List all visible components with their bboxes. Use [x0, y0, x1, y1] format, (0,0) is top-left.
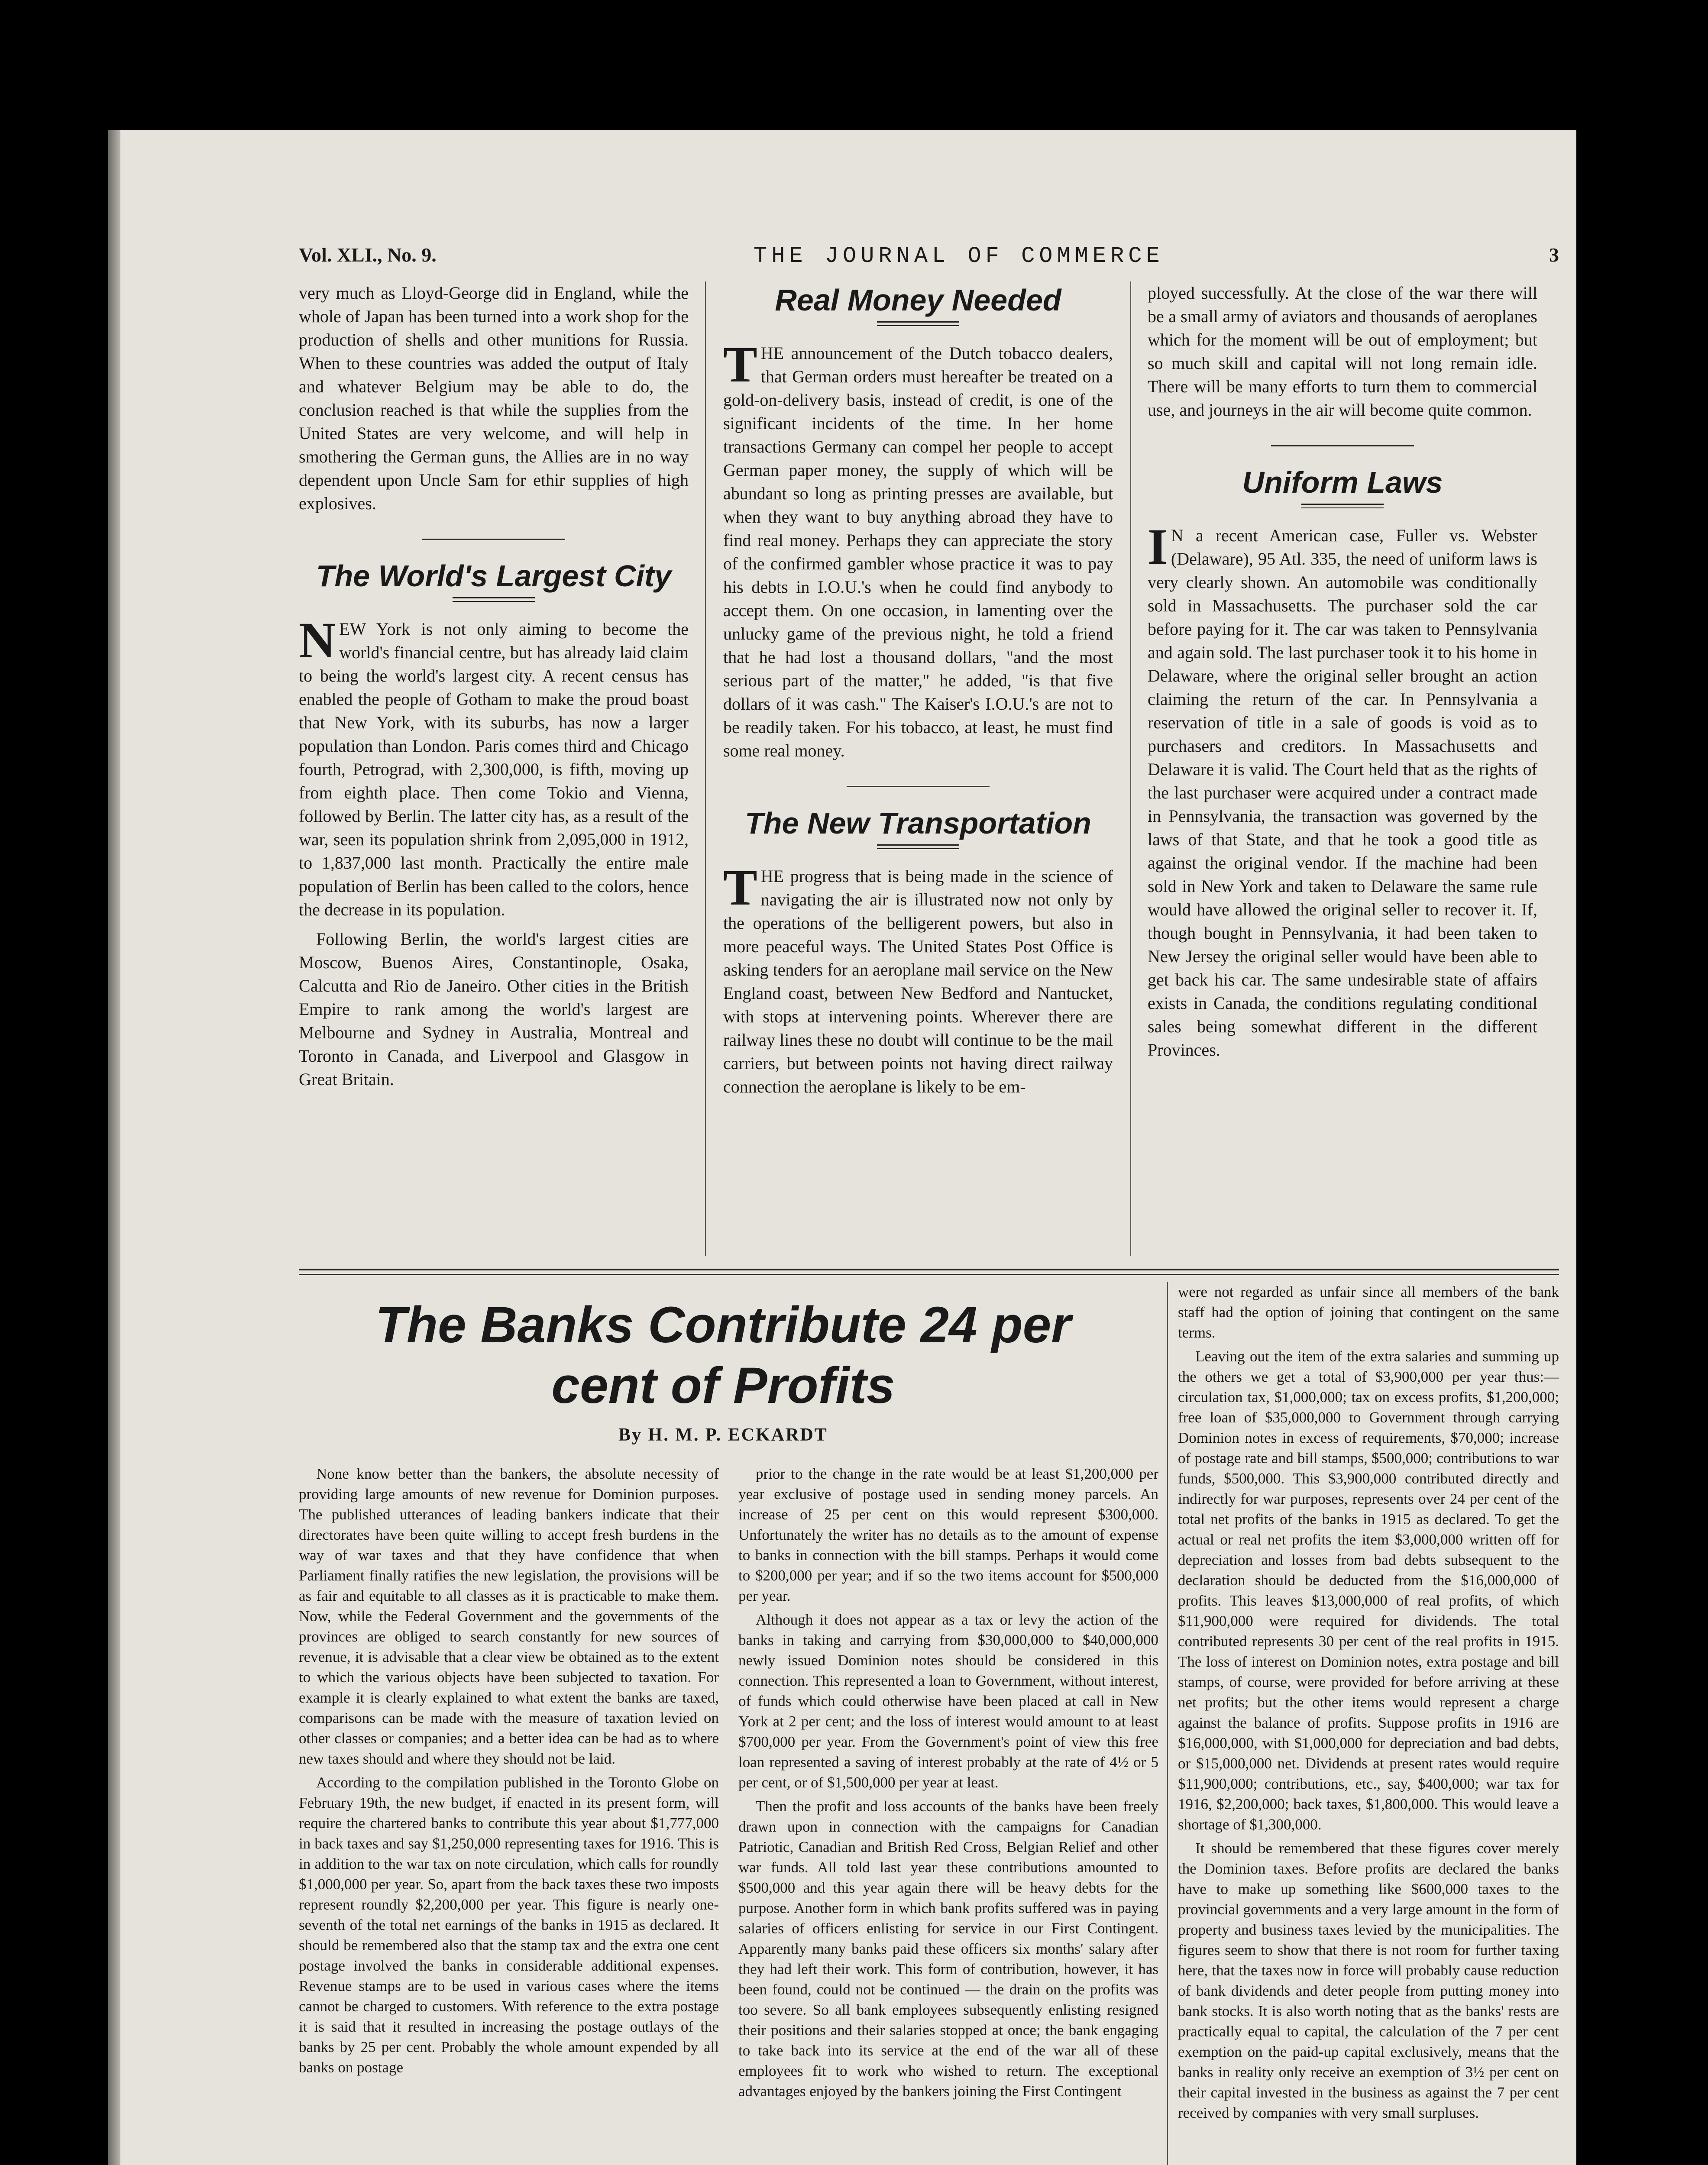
column-rule: [705, 281, 706, 1256]
continued-text: ployed successfully. At the close of the war there will be a small army of aviators and thousands of aeroplanes which for the moment will be out of employment; but so much skill and capital will not long remain idle. There will be many efforts to turn them to commercial use, and journeys in the air will become quite common.: [1148, 283, 1537, 420]
section-divider: [422, 539, 565, 540]
feature-paragraph: were not regarded as unfair since all members of the bank staff had the option of joining that contingent on the same terms.: [1178, 1283, 1559, 1341]
upper-column-1: [299, 281, 689, 1097]
newspaper-page: [108, 130, 1576, 2165]
headline-rule: [877, 321, 959, 326]
journal-title: THE JOURNAL OF COMMERCE: [754, 243, 1164, 269]
upper-column-3: [1148, 281, 1537, 1068]
feature-headline: The Banks Contribute 24 per cent of Profits: [375, 1296, 1071, 1414]
headline-worlds-largest-city: The World's Largest City: [316, 559, 672, 593]
masthead: [299, 243, 1559, 274]
continued-text: very much as Lloyd-George did in England, while the whole of Japan has been turned into a work shop for the production of shells and other munitions for Russia. When to these countries was added the output of Italy and whatever Belgium may be able to do, the conclusion reached is that while the supplies from the United States are very welcome, and will help in smothering the German guns, the Allies are in no way dependent upon Uncle Sam for ethir supplies of high explosives.: [299, 283, 689, 513]
drop-cap: I: [1148, 518, 1168, 575]
headline-rule: [1301, 504, 1384, 508]
page-number: 3: [1549, 244, 1559, 266]
feature-top-rule: [299, 1269, 1559, 1275]
volume-number: Vol. XLI., No. 9.: [299, 244, 437, 266]
feature-paragraph: prior to the change in the rate would be at least $1,200,000 per year exclusive of postage used in sending money parcels. An increase of 25 per cent on this would represent $300,000. Unfortunately the writer has no details as to the amount of expense to banks in connection with the bill stamps. Perhaps it would come to $200,000 per year; and if so the two items account for $500,000 per year.: [738, 1465, 1158, 1604]
article-paragraph: Following Berlin, the world's largest cities are Moscow, Buenos Aires, Constantinople, Osaka, Calcutta and Rio de Janeiro. Other cities in the British Empire to rank among the world's largest are Melbourne and Sydney in Australia, Montreal and Toronto in Canada, and Liverpool and Glasgow in Great Britain.: [299, 929, 689, 1089]
feature-column-2: [738, 1464, 1158, 2105]
feature-paragraph: According to the compilation published in the Toronto Globe on February 19th, the new budget, if enacted in its present form, will require the chartered banks to contribute this year about $1,777,000 in back taxes and say $1,250,000 representing taxes for 1916. This is in addition to the war tax on note circulation, which calls for roundly $1,000,000 per year. So, apart from the back taxes these two imposts represent roundly $2,200,000 per year. This figure is nearly one-seventh of the total net earnings of the banks in 1915 as declared. It should be remembered also that the stamp tax and the extra one cent postage involved the banks in considerable additional expenses. Revenue stamps are to be used in various cases where the items cannot be charged to customers. With reference to the extra postage it is said that it resulted in increasing the postage outlays of the banks by 25 per cent. Probably the whole amount expended by all banks on postage: [299, 1774, 719, 2076]
column-rule: [1167, 1282, 1168, 2165]
upper-column-2: [723, 281, 1113, 1105]
drop-cap: T: [723, 859, 757, 916]
article-paragraph: THE progress that is being made in the science of navigating the air is illustrated now not only by the operations of the belligerent powers, but also in more peaceful ways. The United States Post Office is asking tenders for an aeroplane mail service on the New England coast, between New Bedford and Nantucket, with stops at intervening points. Wherever there are railway lines these no doubt will continue to be the mail carriers, but between points not having direct railway connection the aeroplane is likely to be em-: [723, 859, 1113, 1096]
section-divider: [1271, 445, 1414, 446]
headline-rule: [453, 597, 535, 602]
column-rule: [1130, 281, 1131, 1256]
feature-paragraph: Then the profit and loss accounts of the banks have been freely drawn upon in connection with the campaigns for Canadian Patriotic, Canadian and British Red Cross, Belgian Relief and other war funds. All told last year these contributions amounted to $500,000 and this year again there will be heavy debts for the purpose. Another form in which bank profits suffered was in paying salaries of officers enlisting for service in our First Contingent. Apparently many banks paid these officers six months' salary after they had left their work. This form of contribution, however, it has been found, could not be continued — the drain on the profits was too severe. So all bank employees subsequently enlisting resigned their positions and their salaries stopped at once; the bank engaging to take back into its service at the end of the war all of these employees fit to work who wished to return. The exceptional advantages enjoyed by the bankers joining the First Contingent: [738, 1798, 1158, 2100]
article-paragraph: THE announcement of the Dutch tobacco dealers, that German orders must hereafter be treated on a gold-on-delivery basis, instead of credit, is one of the significant incidents of the time. In her home transactions Germany can compel her people to accept German paper money, the supply of which will be abundant so long as printing presses are available, but when they want to buy anything abroad they have to find real money. Perhaps they can appreciate the story of the confirmed gambler whose practice it was to pay his debts in I.O.U.'s when he could find anybody to accept them. On one occasion, in lamenting over the unlucky game of the previous night, he told a friend that he had lost a thousand dollars, "and the most serious part of the matter," he added, "is that five dollars of it was cash." The Kaiser's I.O.U.'s are not to be readily taken. For his tobacco, at least, he must find some real money.: [723, 336, 1113, 760]
headline-uniform-laws: Uniform Laws: [1242, 465, 1443, 499]
byline: By H. M. P. ECKARDT: [618, 1425, 828, 1445]
headline-rule: [877, 844, 959, 849]
feature-column-3: [1178, 1282, 1559, 2126]
headline-real-money-needed: Real Money Needed: [775, 283, 1061, 317]
section-divider: [847, 786, 990, 787]
feature-column-1: [299, 1464, 719, 2081]
feature-paragraph: Although it does not appear as a tax or levy the action of the banks in taking and carrying from $30,000,000 to $40,000,000 newly issued Dominion notes should be considered in this connection. This represented a loan to Government, without interest, of funds which could otherwise have been placed at call in New York at 2 per cent; and the loss of interest would amount to at least $700,000 per year. From the Government's point of view this free loan represented a saving of interest probably at the rate of 4½ or 5 per cent, or of $1,500,000 per year at least.: [738, 1611, 1158, 1791]
page-edge-shadow: [108, 130, 120, 2165]
feature-paragraph: None know better than the bankers, the absolute necessity of providing large amounts of new revenue for Dominion purposes. The published utterances of leading bankers indicate that their directorates have been quite willing to accept fresh burdens in the way of war taxes and that they have confidence that when Parliament finally ratifies the new legislation, the provisions will be as fair and equitable to all classes as it is practicable to make them. Now, while the Federal Government and the governments of the provinces are obliged to search constantly for new sources of revenue, it is advisable that a clear view be obtained as to the extent to which the various objects have been subjected to taxation. For example it is clearly explained to what extent the banks are taxed, comparisons can be made with the measure of taxation levied on other classes or companies; and a better idea can be had as to where new taxes should and where they should not be laid.: [299, 1465, 719, 1767]
feature-paragraph: Leaving out the item of the extra salaries and summing up the others we get a total of $3,900,000 per year thus:—circulation tax, $1,000,000; tax on excess profits, $1,200,000; free loan of $35,000,000 to Government through carrying Dominion notes in excess of requirements, $70,000; increase of postage rate and bill stamps, $500,000; contributions to war funds, $500,000. This $3,900,000 contributed directly and indirectly for war purposes, represents over 24 per cent of the total net profits of the banks in 1915 as declared. To get the actual or real net profits the item $3,000,000 written off for depreciation and losses from bad debts subsequent to the declaration should be deducted from the $16,000,000 of profits. This leaves $13,000,000 of real profits, of which $11,900,000 were required for dividends. The total contributed represents 30 per cent of the real profits in 1915. The loss of interest on Dominion notes, extra postage and bill stamps, of course, were provided for before arriving at these net profits; but the other items would represent a charge against the balance of profits. Suppose profits in 1916 are $16,000,000, with $1,000,000 for depreciation and bad debts, or $15,000,000 net. Dividends at present rates would require $11,900,000; contributions, etc., say, $400,000; war tax for 1916, $2,200,000; back taxes, $1,800,000. This would leave a shortage of $1,300,000.: [1178, 1348, 1559, 1833]
article-paragraph: I N a recent American case, Fuller vs. Webster (Delaware), 95 Atl. 335, the need of uniform laws is very clearly shown. An automobile was conditionally sold in Massachusetts. The purchaser sold the car before paying for it. The car was taken to Pennsylvania and again sold. The last purchaser took it to his home in Delaware, where the original seller brought an action claiming the return of the car. In Pennsylvania a reservation of title in a sale of goods is void as to purchasers and creditors. In Massachusetts and Delaware it is valid. The Court held that as the rights of the last purchaser were acquired under a contract made in Pennsylvania, the transaction was governed by the laws of that State, and that he took a good title as against the original vendor. If the machine had been sold in New York and taken to Delaware the same rule would have allowed the original seller to recover it. If, though bought in Pennsylvania, it had been taken to New Jersey the original seller would have been able to get back his car. The same undesirable state of affairs exists in Canada, the conditions regulating conditional sales being somewhat different in the different Provinces.: [1148, 518, 1537, 1060]
headline-new-transportation: The New Transportation: [745, 806, 1091, 840]
drop-cap: N: [299, 612, 336, 669]
article-paragraph: NEW York is not only aiming to become the world's financial centre, but has already laid claim to being the world's largest city. A recent census has enabled the people of Gotham to make the proud boast that New York, with its suburbs, has now a larger population than London. Paris comes third and Chicago fourth, Petrograd, with 2,300,000, is fifth, moving up from eighth place. Then come Tokio and Vienna, followed by Berlin. The latter city has, as a result of the war, seen its population shrink from 2,095,000 in 1912, to 1,837,000 last month. Practically the entire male population of Berlin has been called to the colors, hence the decrease in its population.: [299, 612, 689, 919]
feature-paragraph: It should be remembered that these figures cover merely the Dominion taxes. Before profits are declared the banks have to make up something like $600,000 taxes to the provincial governments and a very large amount in the form of property and business taxes levied by the municipalities. The figures seem to show that there is not room for further taxing here, that the taxes now in force will probably cause reduction of bank dividends and deter people from putting money into bank stocks. It is also worth noting that as the banks' rests are practically equal to capital, the calculation of the 7 per cent exemption on the paid-up capital exclusively, means that the banks in reality only receive an exemption of 3½ per cent on their capital invested in the business as against the 7 per cent received by companies with very small surpluses.: [1178, 1840, 1559, 2121]
drop-cap: T: [723, 336, 757, 393]
